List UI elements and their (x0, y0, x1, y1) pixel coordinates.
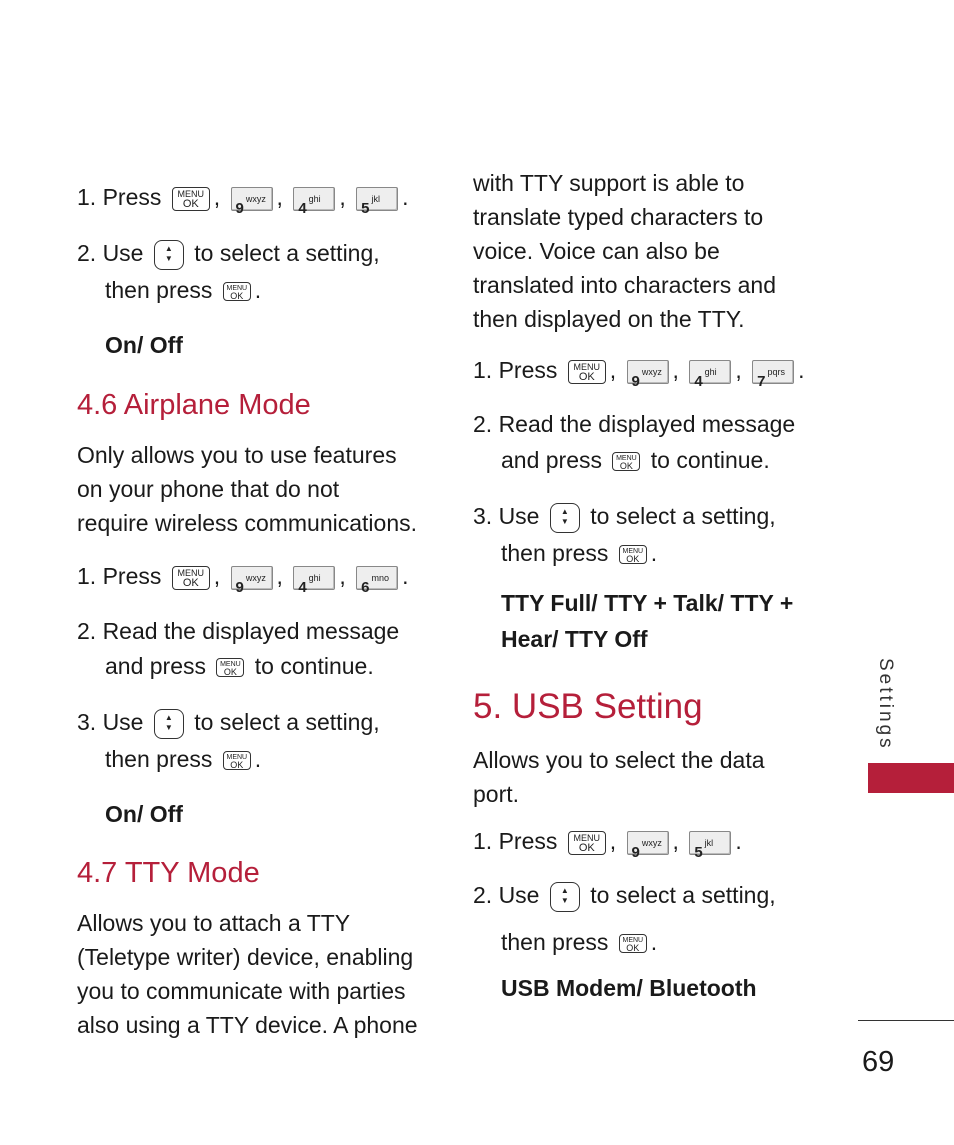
key-9-icon: $9^{wxyz}$ (627, 831, 669, 855)
tty-step3: 3. Use ▲ ▼ to select a setting, (473, 499, 776, 533)
menu-ok-key-icon: MENU OK (568, 831, 606, 855)
menu-ok-key-icon: MENU OK (216, 658, 244, 677)
menu-ok-key-icon: MENU OK (612, 452, 640, 471)
key-5-icon: $5^{jkl}$ (356, 187, 398, 211)
key-4-icon: $4^{ghi}$ (293, 566, 335, 590)
key-4-icon: $4^{ghi}$ (689, 360, 731, 384)
step-text: 1. Press (77, 184, 162, 210)
tty-step2-cont: and press MENU OK to continue. (501, 447, 770, 473)
key-9-icon: $9^{wxyz}$ (627, 360, 669, 384)
usb-then-press: then press MENU OK . (501, 929, 658, 955)
tty-step1: 1. Press MENU OK , $9^{wxyz}$ , $4^{ghi}$ , $7^{pqrs}$ . (473, 357, 805, 390)
airplane-step2: 2. Read the displayed message (77, 618, 400, 644)
key-9-icon: $9^{wxyz}$ (231, 566, 273, 590)
menu-ok-key-icon: MENU OK (172, 187, 210, 211)
key-5-icon: $5^{jkl}$ (689, 831, 731, 855)
airplane-step3: 3. Use ▲ ▼ to select a setting, (77, 705, 380, 739)
menu-ok-key-icon: MENU OK (223, 751, 251, 770)
usb-step2: 2. Use ▲ ▼ to select a setting, (473, 878, 776, 912)
tty-desc: Allows you to attach a TTY (Teletype writer) device, enabling you to communicate with parties also using a TTY device. A phone (77, 910, 418, 1038)
step-press-line: 1. Press MENU OK , $9^{wxyz}$ , $4^{ghi}$ , $5^{jkl}$ . (77, 184, 409, 217)
airplane-step2-cont: and press MENU OK to continue. (105, 653, 374, 679)
usb-setting-heading: 5. USB Setting (473, 687, 703, 726)
airplane-options: On/ Off (105, 801, 183, 827)
tty-step2: 2. Read the displayed message (473, 411, 796, 437)
airplane-step1: 1. Press MENU OK , $9^{wxyz}$ , $4^{ghi}$ , $6^{mno}$ . (77, 563, 409, 596)
tty-options-2: Hear/ TTY Off (501, 626, 648, 652)
nav-key-icon: ▲ ▼ (550, 503, 580, 533)
then-press-line: then press MENU OK . (105, 277, 262, 303)
key-9-icon: $9^{wxyz}$ (231, 187, 273, 211)
key-7-icon: $7^{pqrs}$ (752, 360, 794, 384)
options-text: On/ Off (105, 332, 183, 358)
tty-mode-heading: 4.7 TTY Mode (77, 857, 260, 889)
usb-desc: Allows you to select the data port. (473, 747, 765, 807)
menu-ok-key-icon: MENU OK (619, 545, 647, 564)
menu-ok-key-icon: MENU OK (619, 934, 647, 953)
nav-key-icon: ▲ ▼ (154, 240, 184, 270)
usb-options: USB Modem/ Bluetooth (501, 975, 757, 1001)
tty-then-press: then press MENU OK . (501, 540, 658, 566)
section-tab-marker (868, 763, 954, 793)
airplane-desc: Only allows you to use features on your phone that do not require wireless communications. (77, 442, 418, 536)
menu-ok-key-icon: MENU OK (172, 566, 210, 590)
step-use-line: 2. Use ▲ ▼ to select a setting, (77, 236, 380, 270)
tty-desc-cont: with TTY support is able to translate typed characters to voice. Voice can also be translated into characters and then displayed on the TTY. (473, 170, 777, 332)
airplane-mode-heading: 4.6 Airplane Mode (77, 389, 311, 421)
key-4-icon: $4^{ghi}$ (293, 187, 335, 211)
menu-ok-key-icon: MENU OK (568, 360, 606, 384)
usb-step1: 1. Press MENU OK , $9^{wxyz}$ , $5^{jkl}$ . (473, 828, 742, 861)
page-number-rule (858, 1020, 954, 1021)
page-number: 69 (862, 1046, 895, 1078)
tty-options-1: TTY Full/ TTY + Talk/ TTY + (501, 590, 794, 616)
airplane-then-press: then press MENU OK . (105, 746, 262, 772)
menu-ok-key-icon: MENU OK (223, 282, 251, 301)
section-tab-label: Settings (875, 658, 896, 751)
key-6-icon: $6^{mno}$ (356, 566, 398, 590)
nav-key-icon: ▲ ▼ (154, 709, 184, 739)
nav-key-icon: ▲ ▼ (550, 882, 580, 912)
